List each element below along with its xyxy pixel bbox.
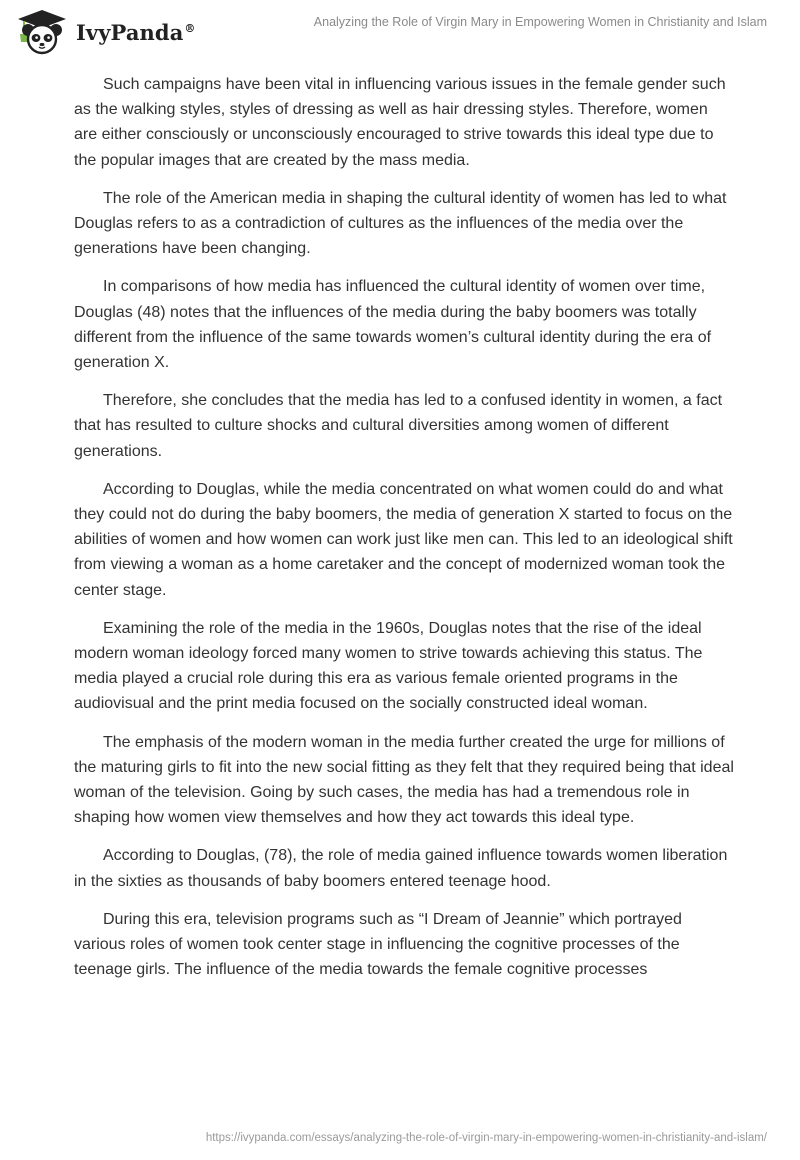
paragraph: The role of the American media in shaping the cultural identity of women has led to what Douglas refers to as a contradiction of cultures as the influences of the media over the generations have been changing. bbox=[74, 189, 727, 258]
paragraph: Such campaigns have been vital in influencing various issues in the female gender such as the walking styles, styles of dressing as well as hair dressing styles. Therefore, women are either consciously or unconsciously encouraged to strive towards this ideal type due to the popular images that are created by the mass media. bbox=[74, 76, 726, 169]
paragraph: According to Douglas, (78), the role of media gained influence towards women liberation in the sixties as thousands of baby boomers entered teenage hood. bbox=[74, 847, 728, 890]
brand-logo[interactable] bbox=[14, 8, 196, 56]
paragraph: According to Douglas, while the media concentrated on what women could do and what they could not do during the baby boomers, the media of generation X started to focus on the abilities of women and how women can work just like men can. This led to an ideological shift from viewing a woman as a home caretaker and the concept of modernized woman took the center stage. bbox=[74, 480, 733, 599]
paragraph: In comparisons of how media has influenced the cultural identity of women over time, Douglas (48) notes that the influences of the media during the baby boomers was totally different from the influence of the same towards women’s cultural identity during the era of generation X. bbox=[74, 278, 712, 372]
brand-registered-mark: ® bbox=[184, 21, 196, 35]
document-title: Analyzing the Role of Virgin Mary in Empowering Women in Christianity and Islam bbox=[313, 15, 767, 29]
paragraph: During this era, television programs such as “I Dream of Jeannie” which portrayed various roles of women took center stage in influencing the cognitive processes of the teenage girls. The influence of the media towards the female cognitive processes bbox=[74, 910, 682, 979]
brand-name-text: IvyPanda bbox=[76, 19, 184, 45]
brand-name bbox=[76, 20, 196, 45]
paragraph: The emphasis of the modern woman in the media further created the urge for millions of the maturing girls to fit into the new social fitting as they felt that they required being that ideal woman of the television. Going by such cases, the media has had a tremendous role in shaping how women view themselves and how they act towards this ideal type. bbox=[74, 733, 734, 827]
source-url-link[interactable]: https://ivypanda.com/essays/analyzing-the-role-of-virgin-mary-in-empowering-women-in-christianity-and-islam/ bbox=[205, 1132, 767, 1144]
essay-body bbox=[74, 72, 734, 996]
page-header bbox=[0, 0, 800, 70]
panda-graduate-icon bbox=[14, 8, 70, 56]
paragraph: Examining the role of the media in the 1960s, Douglas notes that the rise of the ideal modern woman ideology forced many women to strive towards achieving this status. The media played a crucial role during this era as various female oriented programs in the audiovisual and the print media focused on the socially constructed ideal woman. bbox=[74, 619, 703, 713]
paragraph: Therefore, she concludes that the media has led to a confused identity in women, a fact that has resulted to culture shocks and cultural diversities among women of different generations. bbox=[74, 392, 723, 460]
